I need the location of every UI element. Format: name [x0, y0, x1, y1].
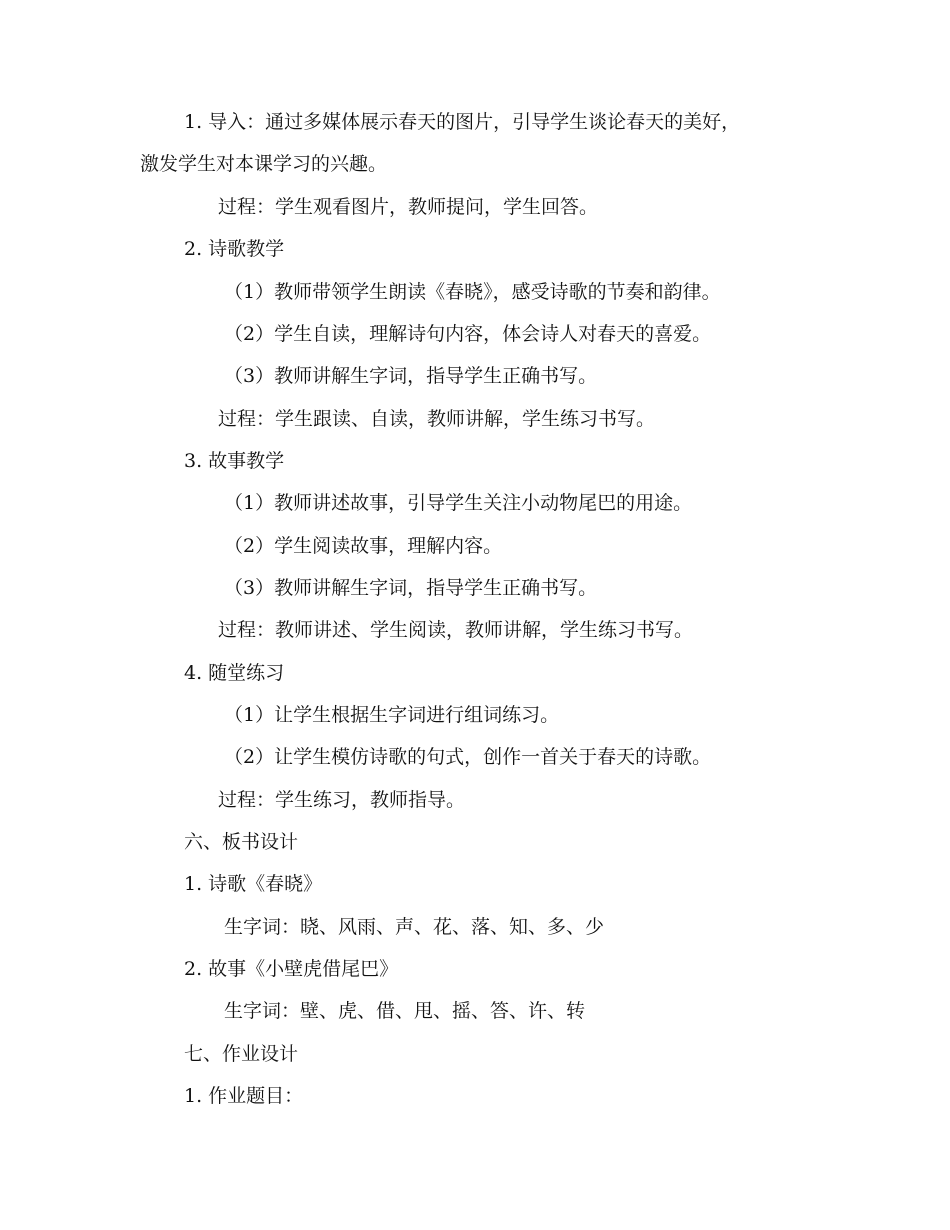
list-heading: 3. 故事教学 [184, 450, 285, 472]
list-heading: 1. 诗歌《春晓》 [184, 873, 323, 895]
text-line: （1）教师带领学生朗读《春晓》，感受诗歌的节奏和韵律。 [224, 281, 721, 303]
text-line: 过程：学生练习，教师指导。 [218, 789, 466, 811]
text-line: （2）让学生模仿诗歌的句式，创作一首关于春天的诗歌。 [224, 746, 712, 768]
text-line: 过程：学生观看图片，教师提问，学生回答。 [218, 196, 599, 218]
text-line: （1）教师讲述故事，引导学生关注小动物尾巴的用途。 [224, 492, 693, 514]
list-heading: 4. 随堂练习 [184, 662, 285, 684]
text-line: 生字词：晓、风雨、声、花、落、知、多、少 [224, 916, 605, 938]
list-heading: 2. 故事《小壁虎借尾巴》 [184, 958, 399, 980]
list-heading: 2. 诗歌教学 [184, 238, 285, 260]
section-heading: 七、作业设计 [184, 1043, 299, 1065]
text-line: 生字词：壁、虎、借、甩、摇、答、许、转 [224, 1000, 586, 1022]
text-line: 1. 导入：通过多媒体展示春天的图片，引导学生谈论春天的美好， [184, 111, 741, 133]
list-heading: 1. 作业题目： [184, 1085, 304, 1107]
text-line: （2）学生阅读故事，理解内容。 [224, 535, 503, 557]
text-line: （2）学生自读，理解诗句内容，体会诗人对春天的喜爱。 [224, 323, 712, 345]
section-heading: 六、板书设计 [184, 831, 299, 853]
text-line: 激发学生对本课学习的兴趣。 [140, 153, 388, 175]
text-line: （1）让学生根据生字词进行组词练习。 [224, 704, 560, 726]
text-line: （3）教师讲解生字词，指导学生正确书写。 [224, 365, 598, 387]
text-line: 过程：教师讲述、学生阅读，教师讲解，学生练习书写。 [218, 619, 694, 641]
text-line: （3）教师讲解生字词，指导学生正确书写。 [224, 577, 598, 599]
text-line: 过程：学生跟读、自读，教师讲解，学生练习书写。 [218, 408, 656, 430]
